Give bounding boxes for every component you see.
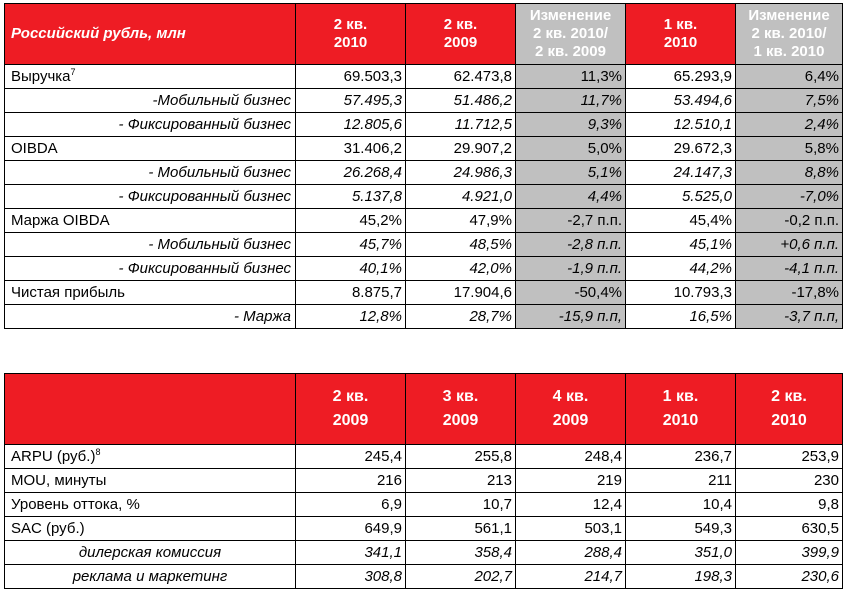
table-row — [5, 517, 843, 541]
table-row — [5, 541, 843, 565]
table-row — [5, 113, 843, 137]
table-cell: 399,9 — [736, 541, 843, 565]
table-cell: 47,9% — [406, 209, 516, 233]
table-cell: 6,4% — [736, 65, 843, 89]
table-row — [5, 65, 843, 89]
table-cell: 9,8 — [736, 493, 843, 517]
row-label — [5, 137, 296, 161]
table-cell: 2,4% — [736, 113, 843, 137]
table-cell: 255,8 — [406, 445, 516, 469]
table-cell: 65.293,9 — [626, 65, 736, 89]
row-label-text: - Фиксированный бизнес — [118, 188, 291, 205]
table-cell: 24.147,3 — [626, 161, 736, 185]
table-row — [5, 445, 843, 469]
column-header — [516, 4, 626, 65]
table-row — [5, 209, 843, 233]
table-cell: 5.525,0 — [626, 185, 736, 209]
table-cell: 358,4 — [406, 541, 516, 565]
table-cell: 45,1% — [626, 233, 736, 257]
table-cell: 45,7% — [296, 233, 406, 257]
table-title — [5, 374, 296, 445]
table-cell: 10,4 — [626, 493, 736, 517]
table-row — [5, 185, 843, 209]
row-label — [5, 305, 296, 329]
column-header-text: 2 кв. 2009 — [332, 388, 369, 429]
header-row — [5, 4, 843, 65]
table-cell: 12.510,1 — [626, 113, 736, 137]
row-label-text: - Маржа — [233, 308, 291, 325]
table-cell: 16,5% — [626, 305, 736, 329]
table-cell: 248,4 — [516, 445, 626, 469]
table-cell: 561,1 — [406, 517, 516, 541]
table-cell: -15,9 п.п, — [516, 305, 626, 329]
row-label-text: - Фиксированный бизнес — [118, 260, 291, 277]
table-cell: 214,7 — [516, 565, 626, 589]
column-header-text: 1 кв. 2010 — [663, 16, 698, 51]
row-label — [5, 65, 296, 89]
row-label-text: Чистая прибыль — [11, 284, 125, 301]
row-label-text: - Мобильный бизнес — [148, 164, 291, 181]
table-cell: 5,8% — [736, 137, 843, 161]
table-cell: 213 — [406, 469, 516, 493]
table-cell: 62.473,8 — [406, 65, 516, 89]
table-cell: 549,3 — [626, 517, 736, 541]
footnote-marker: 7 — [70, 67, 76, 77]
table-cell: 4.921,0 — [406, 185, 516, 209]
column-header-text: 4 кв. 2009 — [552, 388, 589, 429]
financial-results-table — [4, 3, 843, 329]
table-cell: +0,6 п.п. — [736, 233, 843, 257]
table-cell: 9,3% — [516, 113, 626, 137]
column-header — [406, 374, 516, 445]
row-label — [5, 161, 296, 185]
table-cell: 29.672,3 — [626, 137, 736, 161]
table-cell: 28,7% — [406, 305, 516, 329]
table-cell: 4,4% — [516, 185, 626, 209]
table-cell: 5,1% — [516, 161, 626, 185]
table-cell: 11.712,5 — [406, 113, 516, 137]
table-row — [5, 305, 843, 329]
row-label — [5, 89, 296, 113]
column-header-text: 3 кв. 2009 — [442, 388, 479, 429]
table-cell: 219 — [516, 469, 626, 493]
table-cell: 11,7% — [516, 89, 626, 113]
footnote-marker: 8 — [95, 447, 101, 457]
table-row — [5, 565, 843, 589]
row-label-text: SAC (руб.) — [11, 520, 85, 537]
table-cell: 351,0 — [626, 541, 736, 565]
table-cell: 44,2% — [626, 257, 736, 281]
row-label — [5, 209, 296, 233]
column-header-text: 2 кв. 2010 — [771, 388, 807, 429]
table-cell: -2,7 п.п. — [516, 209, 626, 233]
table-cell: 51.486,2 — [406, 89, 516, 113]
table-cell: 45,2% — [296, 209, 406, 233]
table-cell: 45,4% — [626, 209, 736, 233]
table-cell: 211 — [626, 469, 736, 493]
table-cell: 341,1 — [296, 541, 406, 565]
row-label — [5, 185, 296, 209]
table-cell: 202,7 — [406, 565, 516, 589]
row-label — [5, 469, 296, 493]
table-cell: 198,3 — [626, 565, 736, 589]
table-cell: 7,5% — [736, 89, 843, 113]
table-cell: 230,6 — [736, 565, 843, 589]
table-row — [5, 89, 843, 113]
column-header-text: Изменение 2 кв. 2010/ 2 кв. 2009 — [529, 7, 612, 60]
table-cell: 288,4 — [516, 541, 626, 565]
table-cell: 12,8% — [296, 305, 406, 329]
row-label-text: Уровень оттока, % — [11, 496, 140, 513]
column-header — [516, 374, 626, 445]
table-cell: 26.268,4 — [296, 161, 406, 185]
row-label — [5, 517, 296, 541]
column-header-text: 2 кв. 2009 — [443, 16, 478, 51]
table-cell: 5.137,8 — [296, 185, 406, 209]
table-row — [5, 161, 843, 185]
table-cell: 29.907,2 — [406, 137, 516, 161]
row-label-text: - Фиксированный бизнес — [118, 116, 291, 133]
table-row — [5, 281, 843, 305]
row-label-text: - Мобильный бизнес — [148, 236, 291, 253]
column-header-text: Изменение 2 кв. 2010/ 1 кв. 2010 — [748, 7, 830, 60]
table-cell: 31.406,2 — [296, 137, 406, 161]
column-header-text: 1 кв. 2010 — [662, 388, 699, 429]
table-cell: 48,5% — [406, 233, 516, 257]
table-cell: -0,2 п.п. — [736, 209, 843, 233]
table-cell: 10.793,3 — [626, 281, 736, 305]
column-header — [626, 4, 736, 65]
table-cell: -7,0% — [736, 185, 843, 209]
table-cell: 8.875,7 — [296, 281, 406, 305]
row-label-text: ARPU (руб.) — [11, 448, 96, 465]
table-cell: 6,9 — [296, 493, 406, 517]
row-label-text: -Мобильный бизнес — [152, 92, 291, 109]
table-cell: 10,7 — [406, 493, 516, 517]
table-cell: -4,1 п.п. — [736, 257, 843, 281]
table-row — [5, 493, 843, 517]
column-header-text: 2 кв. 2010 — [333, 16, 368, 51]
row-label-text: дилерская комиссия — [78, 544, 222, 561]
table-cell: 649,9 — [296, 517, 406, 541]
table-row — [5, 469, 843, 493]
row-label-text: Маржа OIBDA — [11, 212, 110, 229]
row-label — [5, 281, 296, 305]
table-cell: 308,8 — [296, 565, 406, 589]
table-cell: 12,4 — [516, 493, 626, 517]
row-label — [5, 565, 296, 589]
row-label — [5, 233, 296, 257]
table-cell: 53.494,6 — [626, 89, 736, 113]
table-cell: -50,4% — [516, 281, 626, 305]
row-label-text: MOU, минуты — [11, 472, 107, 489]
table-cell: 253,9 — [736, 445, 843, 469]
table-cell: 630,5 — [736, 517, 843, 541]
row-label — [5, 445, 296, 469]
table-cell: 230 — [736, 469, 843, 493]
table-cell: 69.503,3 — [296, 65, 406, 89]
table-row — [5, 233, 843, 257]
column-header — [736, 4, 843, 65]
column-header — [296, 374, 406, 445]
table-row — [5, 257, 843, 281]
table-cell: 11,3% — [516, 65, 626, 89]
table-cell: 245,4 — [296, 445, 406, 469]
table-row — [5, 137, 843, 161]
table-cell: 12.805,6 — [296, 113, 406, 137]
row-label-text: Выручка — [11, 68, 71, 85]
row-label — [5, 113, 296, 137]
table-cell: 236,7 — [626, 445, 736, 469]
row-label — [5, 257, 296, 281]
table-cell: -2,8 п.п. — [516, 233, 626, 257]
table-cell: -1,9 п.п. — [516, 257, 626, 281]
table-cell: -17,8% — [736, 281, 843, 305]
table-cell: 57.495,3 — [296, 89, 406, 113]
table-cell: 42,0% — [406, 257, 516, 281]
table-cell: 40,1% — [296, 257, 406, 281]
table-cell: 216 — [296, 469, 406, 493]
column-header — [406, 4, 516, 65]
column-header — [626, 374, 736, 445]
column-header — [296, 4, 406, 65]
row-label-text: реклама и маркетинг — [72, 568, 228, 585]
table-cell: -3,7 п.п, — [736, 305, 843, 329]
operating-metrics-table — [4, 373, 843, 589]
table-cell: 17.904,6 — [406, 281, 516, 305]
table-cell: 24.986,3 — [406, 161, 516, 185]
table-cell: 503,1 — [516, 517, 626, 541]
column-header — [736, 374, 843, 445]
row-label — [5, 493, 296, 517]
table-title: Российский рубль, млн — [5, 4, 296, 65]
header-row — [5, 374, 843, 445]
row-label — [5, 541, 296, 565]
table-cell: 5,0% — [516, 137, 626, 161]
table-cell: 8,8% — [736, 161, 843, 185]
row-label-text: OIBDA — [11, 140, 58, 157]
